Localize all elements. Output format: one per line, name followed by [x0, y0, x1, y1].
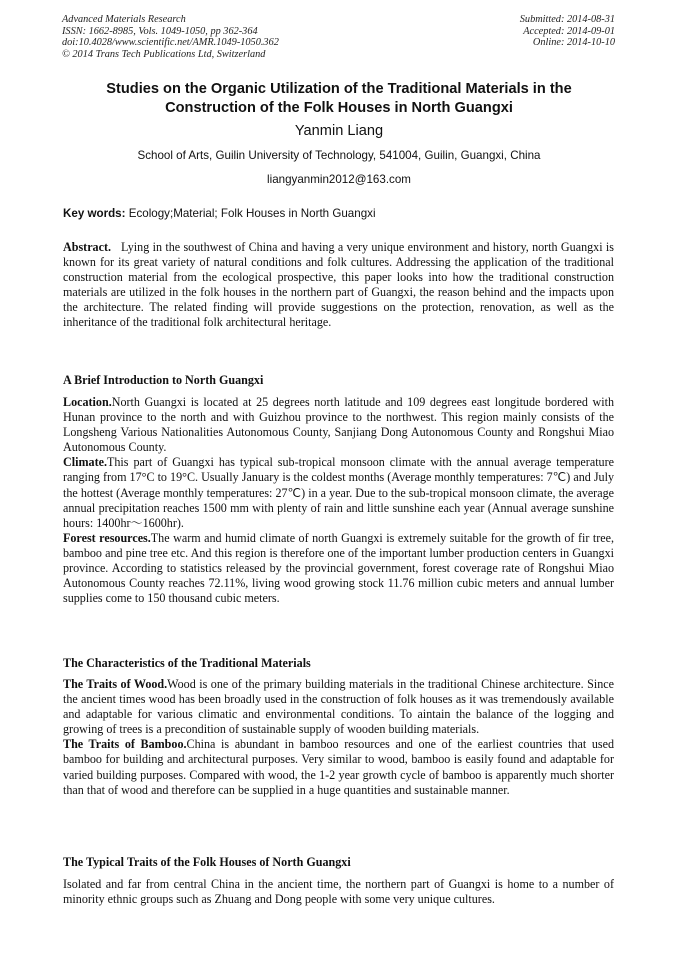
- paragraph-bamboo: [63, 737, 614, 797]
- keywords: [63, 207, 376, 220]
- submitted-date: Submitted: 2014-08-31: [519, 14, 615, 25]
- section-folk-houses-body: [63, 877, 614, 907]
- paragraph-location: [63, 395, 614, 455]
- online-date: Online: 2014-10-10: [532, 37, 615, 49]
- section-heading-intro: A Brief Introduction to North Guangxi: [63, 373, 264, 387]
- abstract: [63, 240, 614, 331]
- paragraph-isolated: [63, 877, 614, 907]
- paragraph-lead: The Traits of Wood.: [63, 677, 168, 691]
- author-email: liangyanmin2012@163.com: [267, 173, 411, 186]
- journal-issn: ISSN: 1662-8985, Vols. 1049-1050, pp 362-364: [62, 25, 258, 37]
- section-heading-folk-houses: The Typical Traits of the Folk Houses of North Guangxi: [63, 855, 351, 869]
- journal-doi: doi:10.4028/www.scientific.net/AMR.1049-1050.362: [62, 37, 279, 49]
- submission-dates: [520, 14, 615, 49]
- paper-title: [40, 80, 638, 117]
- keywords-label: Key words:: [63, 207, 126, 220]
- paragraph-text: The warm and humid climate of north Guangxi is extremely suitable for the growth of fir tree, bamboo and pine tree etc. And this region is therefore one of the important lumber production centers in Guangxi province. According to statistics released by the provincial government, forest coverage rate of Rongshui Miao Autonomous County reaches 72.11%, living wood growing stock 11.76 million cubic meters and annual lumber supplies come to 150 thousand cubic meters.: [63, 530, 614, 606]
- section-heading-materials: The Characteristics of the Traditional Materials: [63, 656, 311, 670]
- paragraph-text: This part of Guangxi has typical sub-tropical monsoon climate with the annual average temperature ranging from 17°C to 19°C. Usually January is the coldest months (Average monthly temperatures: 7℃) and July the hottest (Average monthly temperatures: 27℃) in a year. Due to the sub-tropical monsoon climate, the average annual precipitation reaches 1500 mm with plenty of rain and little sunshine each year (Annual average sunshine hours: 1400hr～1600hr).: [63, 455, 614, 530]
- paragraph-lead: The Traits of Bamboo.: [63, 737, 187, 752]
- paragraph-forest: [63, 531, 614, 606]
- paragraph-lead: Forest resources.: [63, 530, 151, 545]
- journal-info: [62, 14, 279, 60]
- paper-title-line-1: Studies on the Organic Utilization of the Traditional Materials in the: [106, 81, 572, 97]
- paragraph-wood: [63, 677, 614, 737]
- journal-name: Advanced Materials Research: [62, 14, 186, 25]
- paper-title-line-2: Construction of the Folk Houses in North Guangxi: [165, 99, 513, 116]
- keywords-text: Ecology;Material; Folk Houses in North Guangxi: [125, 207, 376, 220]
- paragraph-text: China is abundant in bamboo resources and one of the earliest countries that used bamboo for building and architectural purposes. Very similar to wood, bamboo is easily found and adaptable for varied building purposes. Compared with wood, the 1-2 year growth cycle of bamboo is apparently much shorter than that of wood and therefore can be supplied in a huge quantities and sustainable manner.: [63, 737, 614, 797]
- author-name: Yanmin Liang: [294, 123, 384, 139]
- journal-copyright: © 2014 Trans Tech Publications Ltd, Switzerland: [62, 48, 266, 60]
- accepted-date: Accepted: 2014-09-01: [523, 25, 615, 37]
- section-intro-body: [63, 395, 614, 606]
- paragraph-text: North Guangxi is located at 25 degrees north latitude and 109 degrees east longitude bordered with Hunan province to the north and with Guizhou province to the northwest. This region mainly consists of the Longsheng Various Nationalities Autonomous County, Sanjiang Dong Autonomous County and Rongshui Miao Autonomous County.: [63, 395, 614, 455]
- paragraph-text: Wood is one of the primary building materials in the traditional Chinese architecture. Since the ancient times wood has been broadly used in the construction of folk houses as it was tremendously available and adaptable for various climatic and environmental conditions. To aintain the balance of the logging and growing of trees is a precondition of sustainable supply of wooden building materials.: [63, 677, 614, 737]
- author-affiliation: School of Arts, Guilin University of Technology, 541004, Guilin, Guangxi, China: [137, 149, 541, 162]
- abstract-text: Lying in the southwest of China and having a very unique environment and history, north Guangxi is known for its great variety of natural conditions and folk cultures. Addressing the application of the traditional construction material from the ecological prospective, this paper looks into how the traditional construction materials are utilized in the folk houses in the northern part of Guangxi, the reason behind and the impacts upon the architecture. The related finding will provide suggestions on the protection, renovation, as well as the inheritance of the traditional folk architectural heritage.: [63, 240, 614, 330]
- paragraph-lead: Climate.: [63, 455, 107, 470]
- paragraph-lead: Location.: [63, 395, 112, 409]
- abstract-label: Abstract.: [63, 240, 112, 254]
- paragraph-climate: [63, 455, 614, 530]
- section-materials-body: [63, 677, 614, 798]
- paragraph-text: Isolated and far from central China in the ancient time, the northern part of Guangxi is home to a number of minority ethnic groups such as Zhuang and Dong people with some very unique cultures.: [63, 877, 614, 907]
